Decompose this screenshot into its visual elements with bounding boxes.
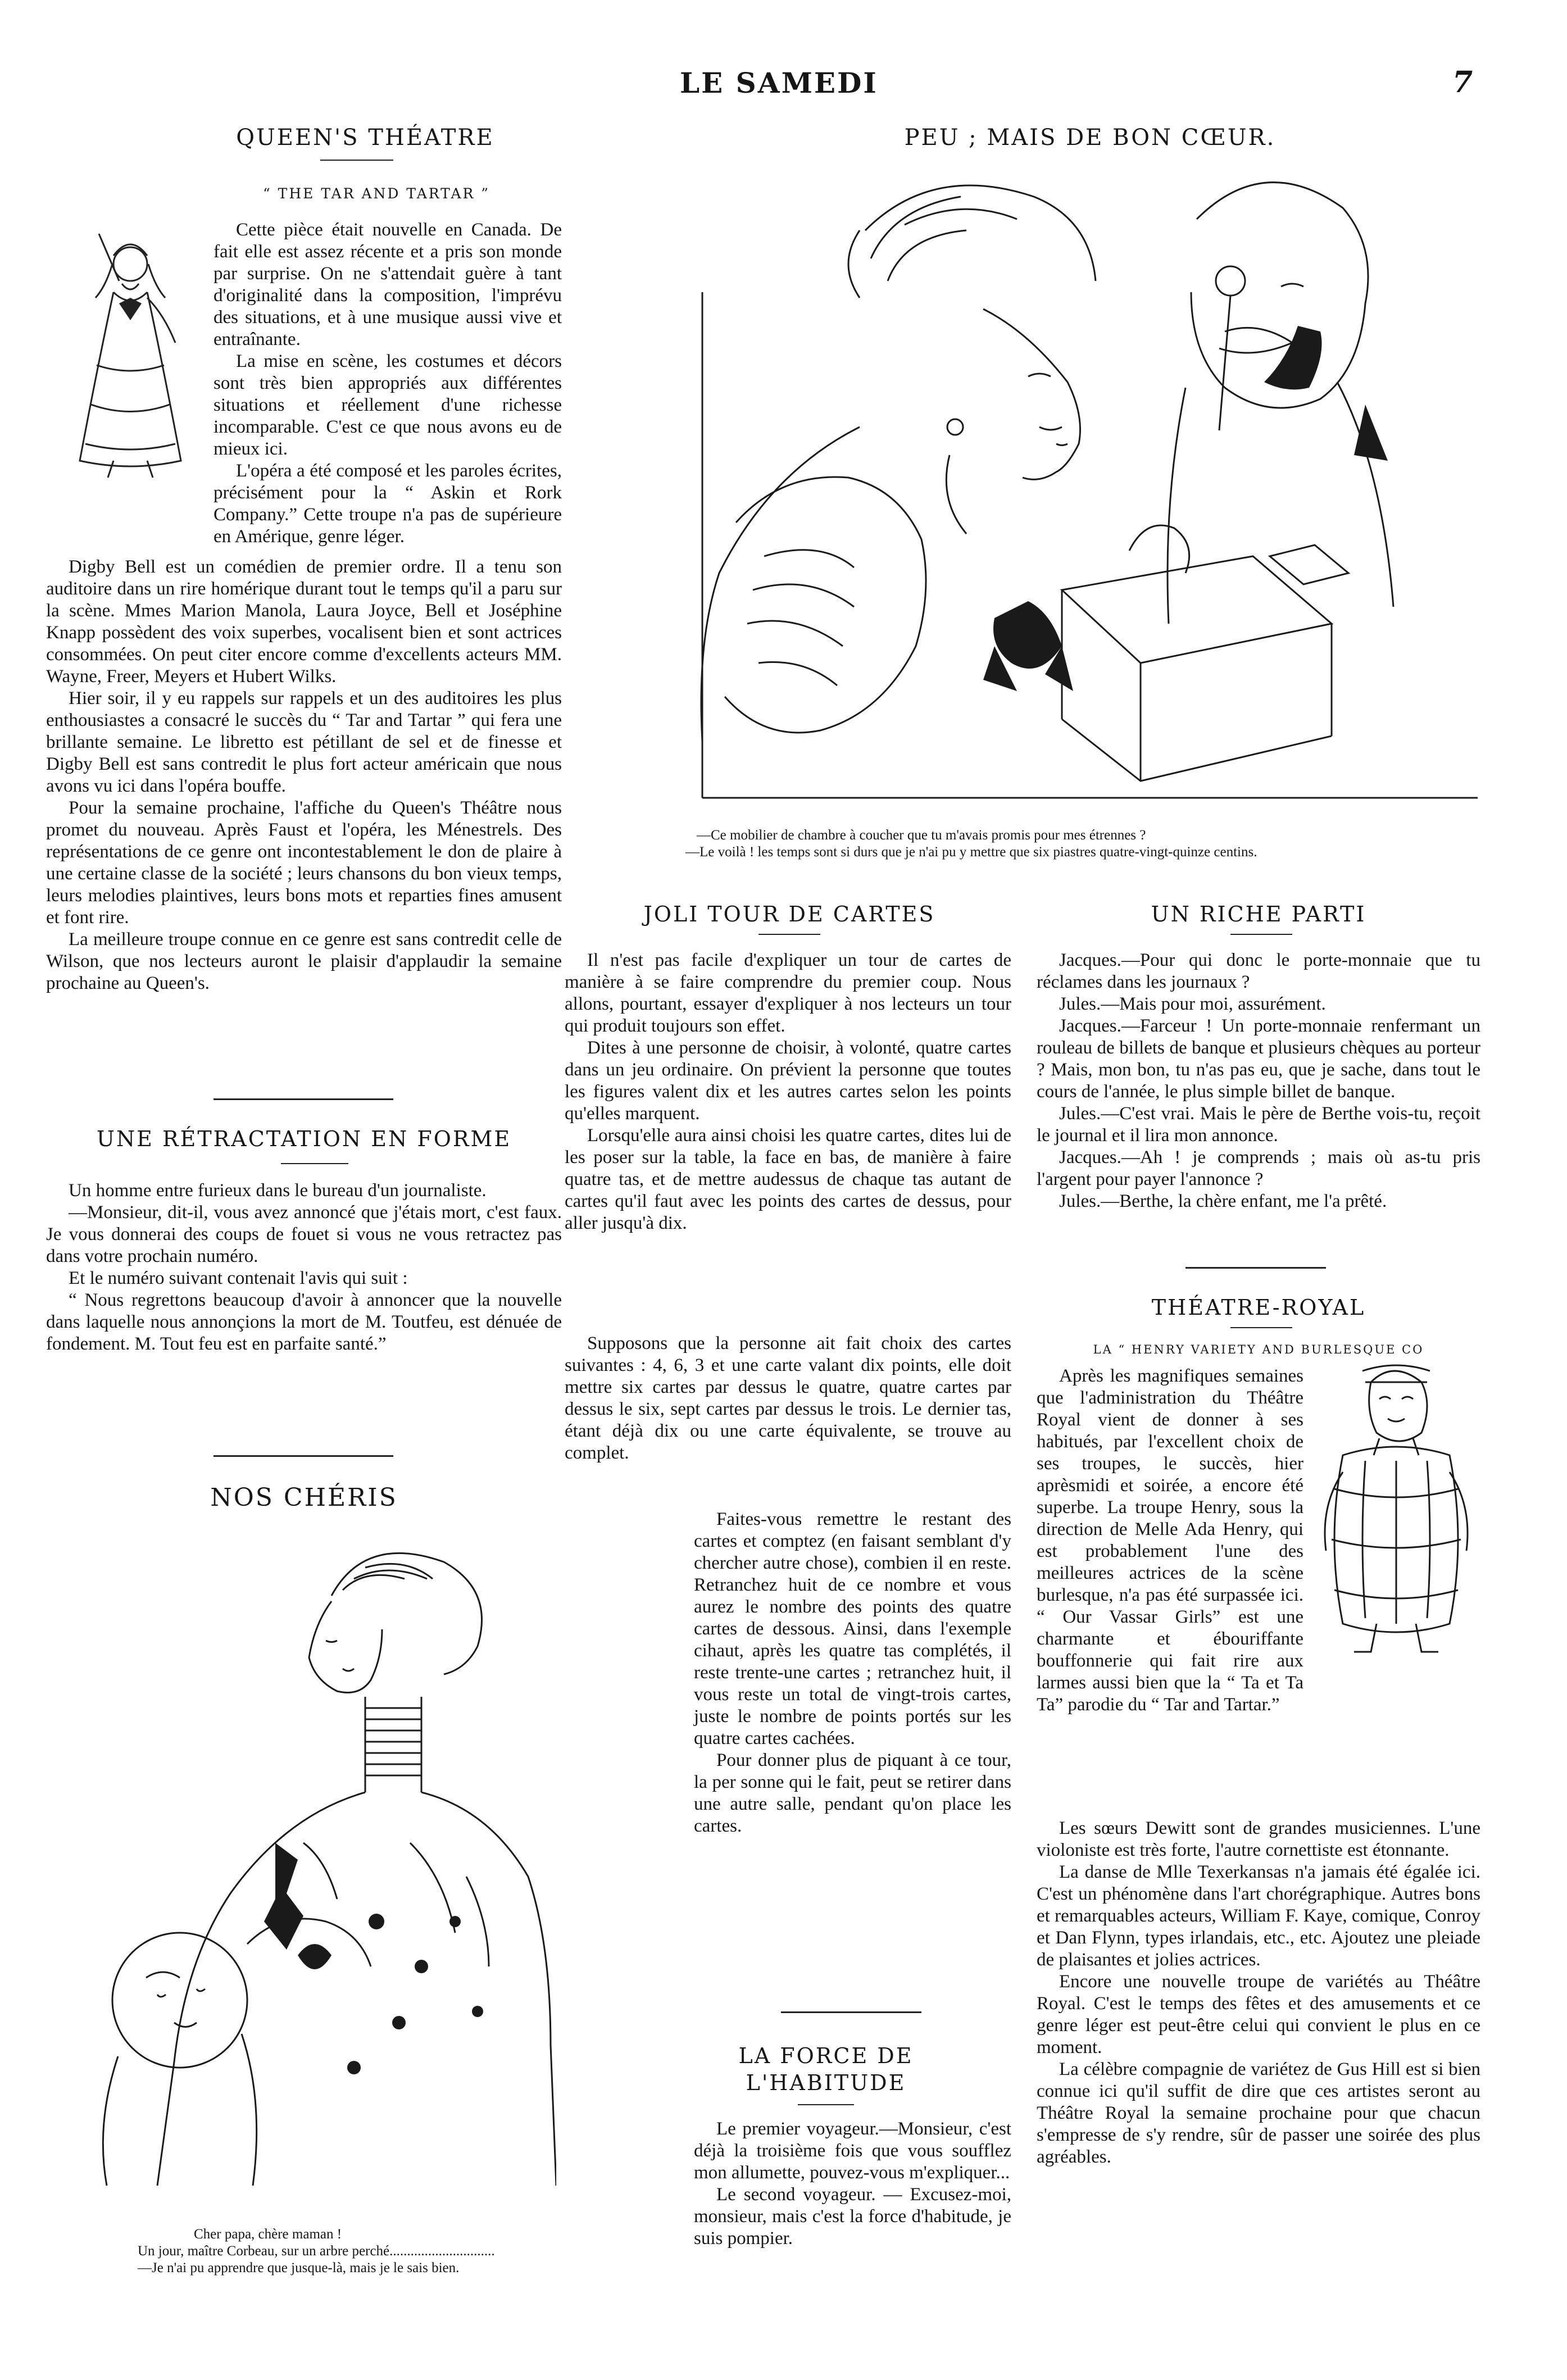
divider xyxy=(758,934,820,935)
retractation-paragraph: “ Nous regrettons beaucoup d'avoir à annoncer que la nouvelle dans laquelle nous annonçions la mort de M. Toutfeu, est dénuée de fondement. M. Tout feu est en parfaite santé.” xyxy=(46,1290,562,1354)
royal-paragraph: La danse de Mlle Texerkansas n'a jamais été égalée ici. C'est un phénomène dans l'art chorégraphique. Autres bons et remarquables acteurs, William F. Kaye, comique, Conroy et Dan Flynn, types irlandais, etc., etc. Ajoutez une pleiade de plaisantes et jolies actrices. xyxy=(1037,1862,1480,1970)
royal-paragraph: La célèbre compagnie de variétez de Gus Hill est si bien connue ici qu'il suffit de dire que ces artistes seront au Théâtre Royal la semaine prochaine pour que chacun s'empresse de s'y rendre, sûr de passer une soirée des plus agréables. xyxy=(1037,2059,1480,2167)
queens-body-wrap xyxy=(214,219,562,548)
joli-paragraph: Lorsqu'elle aura ainsi choisi les quatre cartes, dites lui de les poser sur la table, la face en bas, de manière à faire quatre tas, et de mettre audessus de chaque tas autant de cartes qu'il faut avec les points des cartes de dessus, pour aller jusqu'à dix. xyxy=(565,1125,1011,1233)
retractation-paragraph: —Monsieur, dit-il, vous avez annoncé que j'étais mort, c'est faux. Je vous donnerai des coups de fouet si vous ne vous retractez pas dans votre prochain numéro. xyxy=(46,1202,562,1266)
queens-paragraph: Hier soir, il y eu rappels sur rappels et un des auditoires les plus enthousiastes a consacré le succès du “ Tar and Tartar ” qui fera une brillante semaine. Le libretto est pétillant de sel et de finesse et Digby Bell est sans contredit le plus fort acteur américain que nous avons vu ici dans l'opéra bouffe. xyxy=(46,688,562,796)
royal-body-narrow xyxy=(1037,1365,1303,1716)
royal-title: THÉATRE-ROYAL xyxy=(1151,1295,1366,1320)
force-title: LA FORCE DE L'HABITUDE xyxy=(738,2043,914,2095)
riche-paragraph: Jacques.—Farceur ! Un porte-monnaie renfermant un rouleau de billets de banque et plusieurs chèques au porteur ? Mais, mon bon, tu n'as pas eu, que je sache, dans tout le cours de l'année, le plus simple billet de banque. xyxy=(1037,1016,1480,1102)
queens-paragraph: Cette pièce était nouvelle en Canada. De fait elle est assez récente et a pris son monde par surprise. On ne s'attendait guère à tant d'originalité dans la composition, l'imprévu des situations, et à une musique aussi vive et entraînante. xyxy=(214,220,562,349)
queens-body xyxy=(46,556,562,994)
royal-paragraph: Encore une nouvelle troupe de variétés au Théâtre Royal. C'est le temps des fêtes et des amusements et ce genre léger est peut-être celui qui convient le plus en ce moment. xyxy=(1037,1972,1480,2057)
joli-paragraph: Dites à une personne de choisir, à volonté, quatre cartes dans un jeu ordinaire. On prévient la personne que toutes les figures valent dix et les autres cartes selon les points qu'elles marquent. xyxy=(565,1038,1011,1124)
divider xyxy=(1230,1327,1292,1328)
riche-paragraph: Jules.—C'est vrai. Mais le père de Berthe vois-tu, reçoit le journal et il lira mon annonce. xyxy=(1037,1103,1480,1146)
riche-body xyxy=(1037,950,1480,1212)
riche-paragraph: Jacques.—Pour qui donc le porte-monnaie que tu réclames dans les journaux ? xyxy=(1037,950,1480,992)
joli-title: JOLI TOUR DE CARTES xyxy=(643,902,935,926)
riche-title: UN RICHE PARTI xyxy=(1151,902,1366,926)
cheris-caption-line-2: Un jour, maître Corbeau, sur un arbre perché.............................. xyxy=(138,2243,495,2259)
queens-paragraph: L'opéra a été composé et les paroles écrites, précisément pour la “ Askin et Rork Company.” Cette troupe n'a pas de supérieure en Amérique, genre léger. xyxy=(214,461,562,547)
queens-paragraph: La meilleure troupe connue en ce genre est sans contredit celle de Wilson, que nos lecteurs auront le plaisir d'applaudir la semaine prochaine au Queen's. xyxy=(46,929,562,993)
retractation-title: UNE RÉTRACTATION EN FORME xyxy=(96,1127,512,1151)
force-paragraph: Le second voyageur. — Excusez-moi, monsieur, mais c'est la force d'habitude, je suis pompier. xyxy=(694,2184,1011,2249)
retractation-body xyxy=(46,1180,562,1355)
divider xyxy=(1230,934,1292,935)
mother-child-illustration xyxy=(62,1528,556,2191)
royal-subtitle: LA “ HENRY VARIETY AND BURLESQUE CO xyxy=(1093,1343,1424,1356)
retractation-paragraph: Et le numéro suivant contenait l'avis qui suit : xyxy=(69,1268,408,1288)
newspaper-title: LE SAMEDI xyxy=(680,66,878,99)
royal-body xyxy=(1037,1818,1480,2168)
joli-paragraph: Faites-vous remettre le restant des cartes et comptez (en faisant semblant d'y chercher autre chose), combien il en reste. Retranchez huit de ce nombre et vous aurez le nombre des points des quatre cartes de dessous. Ainsi, dans l'exemple cihaut, après les quatre tas complétés, il reste trente-une cartes ; retranchez huit, il vous reste un total de vingt-trois cartes, juste le nombre de points portés sur les quatre cartes cachées. xyxy=(694,1509,1011,1748)
cheris-title: NOS CHÉRIS xyxy=(210,1483,398,1512)
joli-paragraph: Supposons que la personne ait fait choix des cartes suivantes : 4, 6, 3 et une carte valant dix points, elle doit mettre six cartes par dessus le quatre, quatre cartes par dessus le six, sept cartes par dessus le trois. Le dernier tas, étant déjà dix ou une carte équivalente, se trouve au complet. xyxy=(565,1333,1011,1463)
section-divider xyxy=(214,1098,393,1100)
royal-paragraph: Après les magnifiques semaines que l'administration du Théâtre Royal vient de donner à ses habitués, par l'excellent choix de ses troupes, le succès, hier aprèsmidi et soirée, a encore été superbe. La troupe Henry, sous la direction de Melle Ada Henry, qui est probablement l'une des meilleures actrices de la scène burlesque, n'a pas été surpassée ici. “ Our Vassar Girls” est une charmante et ébouriffante bouffonnerie qui fait rire aux larmes aussi bien que la “ Ta et Ta Ta” parodie du “ Tar and Tartar.” xyxy=(1037,1366,1303,1715)
joli-paragraph: Pour donner plus de piquant à ce tour, la per sonne qui le fait, peut se retirer dans une autre salle, pendant qu'on place les cartes. xyxy=(694,1750,1011,1836)
queens-paragraph: La mise en scène, les costumes et décors sont très bien appropriés aux différentes situations et réellement d'une richesse incomparable. C'est ce que nous avons eu de mieux ici. xyxy=(214,351,562,459)
divider xyxy=(798,2104,854,2105)
cheris-caption-line-3: —Je n'ai pu apprendre que jusque-là, mais je le sais bien. xyxy=(138,2260,460,2275)
riche-paragraph: Jules.—Mais pour moi, assurément. xyxy=(1059,994,1326,1014)
section-divider xyxy=(781,2011,921,2013)
force-body xyxy=(694,2118,1011,2250)
riche-paragraph: Jacques.—Ah ! je comprends ; mais où as-tu pris l'argent pour payer l'annonce ? xyxy=(1037,1147,1480,1189)
joli-body-narrow xyxy=(694,1509,1011,1837)
divider xyxy=(281,1163,348,1164)
dancer-illustration xyxy=(46,225,215,483)
riche-paragraph: Jules.—Berthe, la chère enfant, me l'a prêté. xyxy=(1059,1191,1387,1211)
force-paragraph: Le premier voyageur.—Monsieur, c'est déjà la troisième fois que vous soufflez mon allumette, pouvez-vous m'expliquer... xyxy=(694,2119,1011,2183)
peu-title: PEU ; MAIS DE BON CŒUR. xyxy=(904,125,1276,151)
couple-illustration xyxy=(691,163,1478,820)
joli-body xyxy=(565,950,1011,1234)
section-divider xyxy=(1186,1267,1326,1269)
queens-paragraph: Pour la semaine prochaine, l'affiche du Queen's Théâtre nous promet du nouveau. Après Faust et l'opéra, les Ménestrels. Des représentations de ce genre ont incontestablement le don de plaire à une certaine classe de la société ; leurs chansons du bon vieux temps, leurs melodies plaintives, leurs bons mots et reparties fines amusent et font rire. xyxy=(46,798,562,928)
page-number: 7 xyxy=(1452,65,1473,99)
joli-body-wrap xyxy=(565,1333,1011,1464)
joli-paragraph: Il n'est pas facile d'expliquer un tour de cartes de manière à se faire comprendre du premier coup. Nous allons, pourtant, essayer d'expliquer à nos lecteurs un tour qui produit toujours son effet. xyxy=(565,950,1011,1036)
peu-caption-line-1: —Ce mobilier de chambre à coucher que tu m'avais promis pour mes étrennes ? xyxy=(697,828,1146,843)
royal-paragraph: Les sœurs Dewitt sont de grandes musiciennes. L'une violoniste est très forte, l'autre cornettiste est étonnante. xyxy=(1037,1818,1480,1860)
peu-caption-line-2: —Le voilà ! les temps sont si durs que je n'ai pu y mettre que six piastres quatre-vingt-quinze centins. xyxy=(685,844,1257,860)
divider xyxy=(320,160,393,161)
retractation-paragraph: Un homme entre furieux dans le bureau d'un journaliste. xyxy=(69,1180,487,1201)
queens-paragraph: Digby Bell est un comédien de premier ordre. Il a tenu son auditoire dans un rire homérique durant tout le temps qu'il a paru sur la scène. Mmes Marion Manola, Laura Joyce, Bell et Joséphine Knapp possèdent des voix superbes, vocalisent bien et sont actrices consommées. On peut citer encore comme d'excellents acteurs MM. Wayne, Freer, Meyers et Hubert Wilks. xyxy=(46,557,562,687)
queens-title: QUEEN'S THÉATRE xyxy=(236,125,494,151)
barrel-man-illustration xyxy=(1309,1360,1483,1657)
section-divider xyxy=(214,1455,393,1457)
queens-subtitle: “ THE TAR AND TARTAR ” xyxy=(262,185,490,202)
cheris-caption-line-1: Cher papa, chère maman ! xyxy=(194,2227,342,2242)
